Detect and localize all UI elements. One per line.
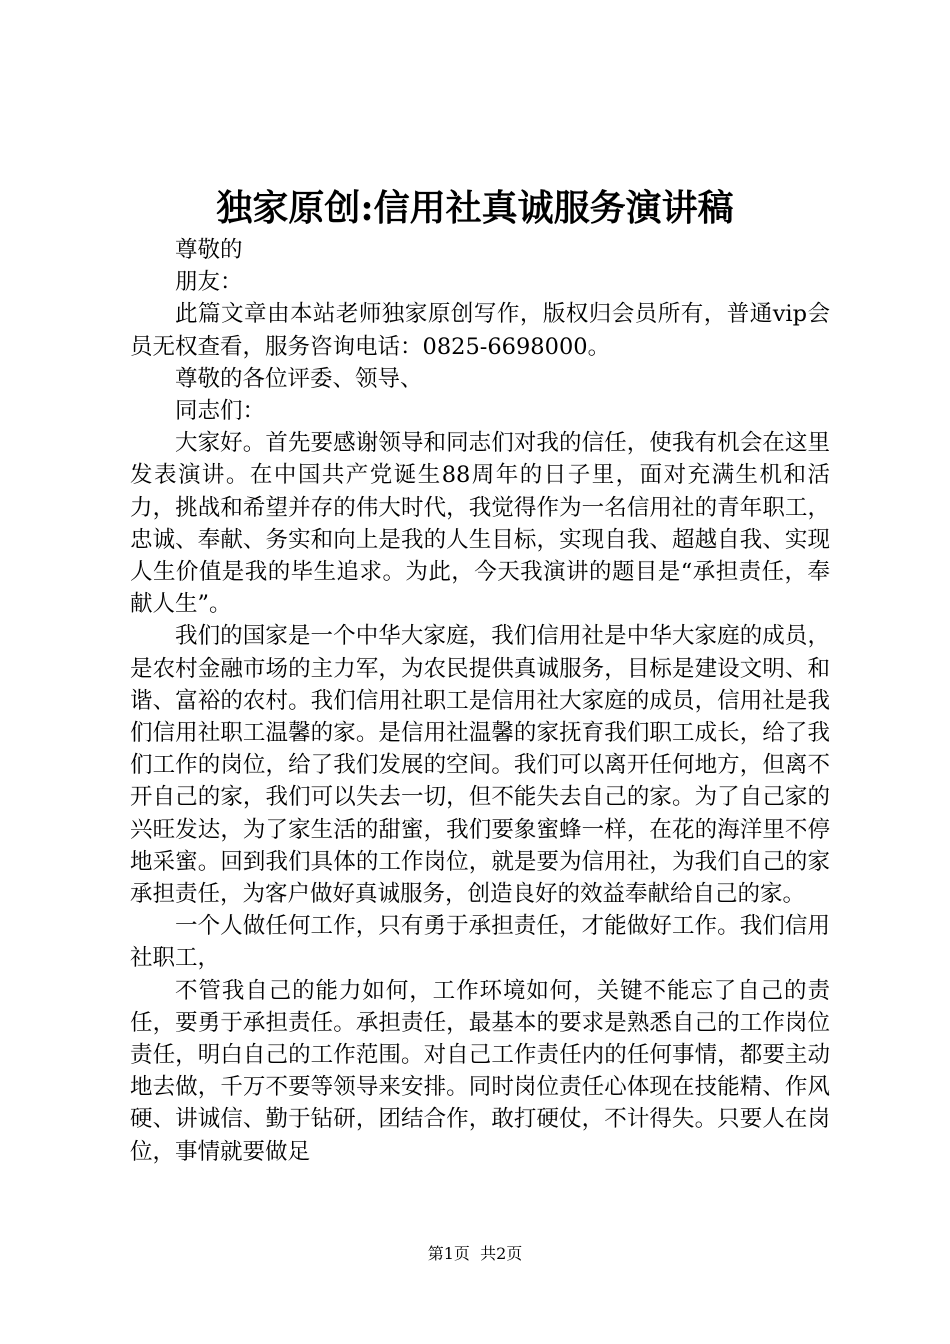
body-paragraph: 大家好。首先要感谢领导和同志们对我的信任，使我有机会在这里发表演讲。在中国共产党诞生88周年的日子里，面对充满生机和活力，挑战和希望并存的伟大时代，我觉得作为一名信用社的青年职工，忠诚、奉献、务实和向上是我的人生目标，实现自我、超越自我、实现人生价值是我的毕生追求。为此，今天我演讲的题目是“承担责任，奉献人生”。 [130,430,830,618]
document-title: 独家原创:信用社真诚服务演讲稿 [216,187,734,229]
greeting-line-2: 同志们： [175,398,266,425]
body-paragraph: 我们的国家是一个中华大家庭，我们信用社是中华大家庭的成员，是农村金融市场的主力军，为农民提供真诚服务，目标是建设文明、和谐、富裕的农村。我们信用社职工是信用社大家庭的成员，信用社是我们信用社职工温馨的家。是信用社温馨的家抚育我们职工成长，给了我们工作的岗位，给了我们发展的空间。我们可以离开任何地方，但离不开自己的家，我们可以失去一切，但不能失去自己的家。为了自己家的兴旺发达，为了家生活的甜蜜，我们要象蜜蜂一样，在花的海洋里不停地采蜜。回到我们具体的工作岗位，就是要为信用社，为我们自己的家承担责任，为客户做好真诚服务，创造良好的效益奉献给自己的家。 [130,623,830,908]
copyright-notice: 此篇文章由本站老师独家原创写作，版权归会员所有，普通vip会员无权查看，服务咨询电话：0825-6698000。 [130,301,830,360]
salutation-line-2: 朋友： [175,269,243,296]
page-total: 共2页 [480,1244,523,1263]
salutation-line-1: 尊敬的 [175,237,243,263]
body-paragraph: 一个人做任何工作，只有勇于承担责任，才能做好工作。我们信用社职工， [130,913,830,972]
page-footer [0,1243,950,1265]
document-body [130,234,830,1168]
body-paragraph: 不管我自己的能力如何，工作环境如何，关键不能忘了自己的责任，要勇于承担责任。承担责任，最基本的要求是熟悉自己的工作岗位责任，明白自己的工作范围。对自己工作责任内的任何事情，都要主动地去做，千万不要等领导来安排。同时岗位责任心体现在技能精、作风硬、讲诚信、勤于钻研，团结合作，敢打硬仗，不计得失。只要人在岗位，事情就要做足 [130,977,830,1165]
greeting-line-1: 尊敬的各位评委、领导、 [175,365,423,392]
page-number: 第1页 [427,1244,470,1263]
